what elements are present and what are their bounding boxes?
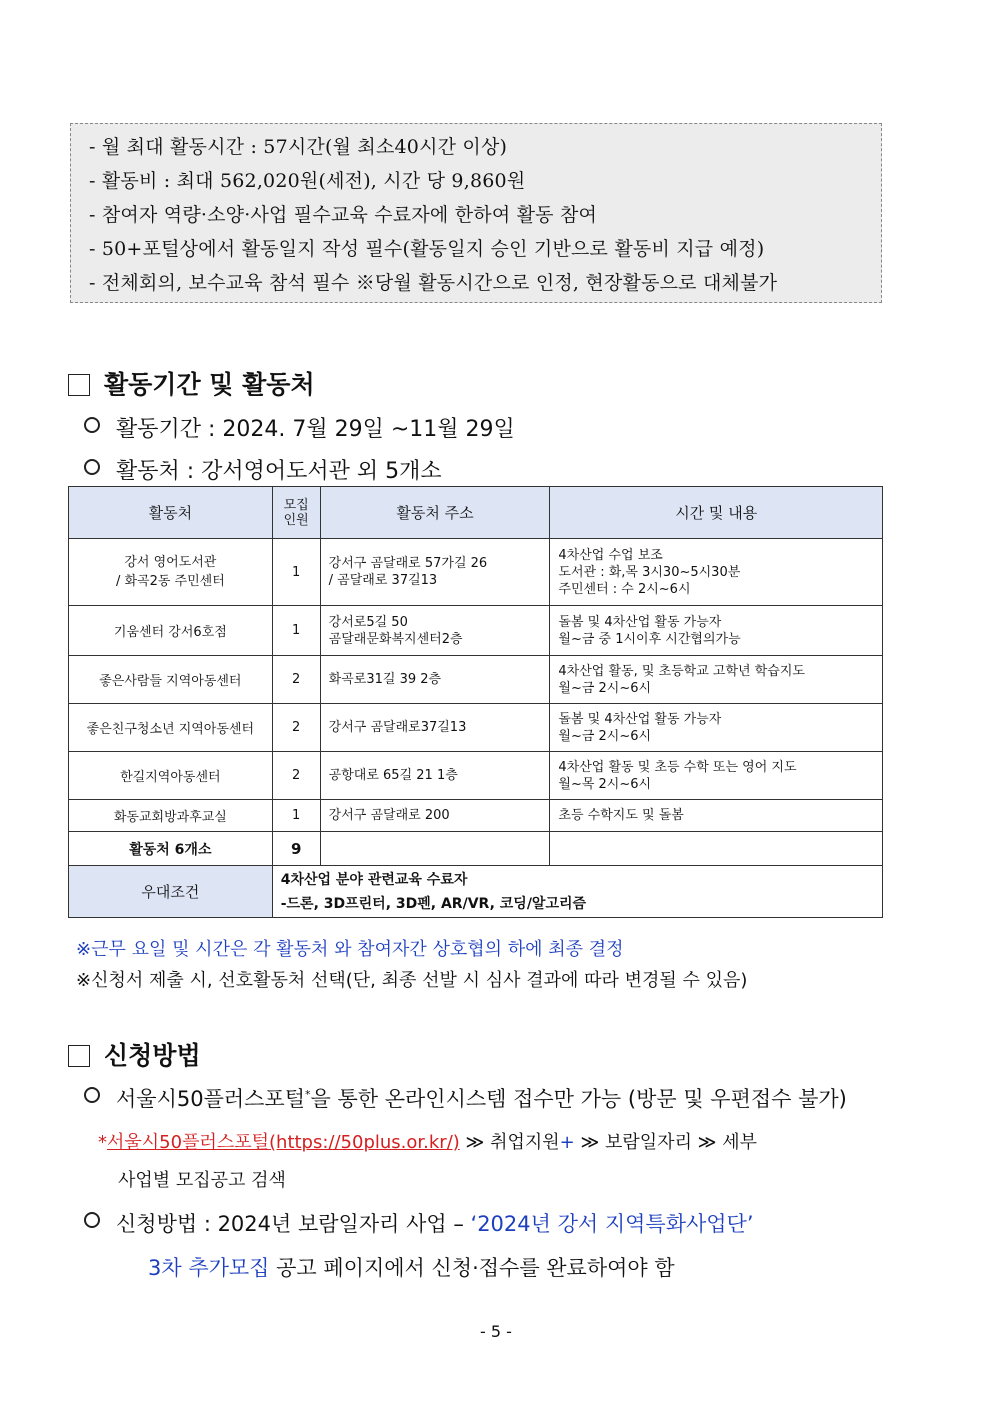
bullet2-quote: ‘2024년 강서 지역특화사업단’ [470, 1212, 754, 1236]
header-place: 활동처 [69, 487, 273, 539]
pref-content [272, 866, 882, 918]
cell-count: 1 [272, 606, 320, 656]
cell-content: 돌봄 및 4차산업 활동 가능자 월~금 2시~6시 [550, 704, 883, 752]
info-box [70, 123, 882, 303]
checkbox-square-icon [68, 374, 90, 396]
cell-place: 기움센터 강서6호점 [69, 606, 273, 656]
cell-content: 4차산업 활동, 및 초등학교 고학년 학습지도 월~금 2시~6시 [550, 656, 883, 704]
section-title: 신청방법 [104, 1041, 201, 1070]
total-label: 활동처 6개소 [69, 832, 273, 866]
table-pref-row [69, 866, 883, 918]
checkbox-square-icon [68, 1045, 90, 1067]
table-header-row [69, 487, 883, 539]
table-row [69, 752, 883, 800]
circle-bullet-icon [84, 1212, 100, 1228]
page-number: - 5 - [480, 1322, 512, 1341]
circle-bullet-icon [84, 417, 100, 433]
footnote-star: * [305, 1088, 311, 1101]
info-line: - 참여자 역량·소양·사업 필수교육 수료자에 한하여 활동 참여 [89, 204, 598, 226]
cell-address: 강서구 곰달래로 200 [320, 800, 550, 832]
empty-cell [550, 832, 883, 866]
info-line: - 전체회의, 보수교육 참석 필수 ※당월 활동시간으로 인정, 현장활동으로 대체불가 [89, 272, 778, 294]
cell-content: 4차산업 수업 보조 도서관 : 화,목 3시30~5시30분 주민센터 : 수 2시~6시 [550, 539, 883, 606]
note-1: ※근무 요일 및 시간은 각 활동처 와 참여자간 상호협의 하에 최종 결정 [76, 939, 624, 960]
cell-address: 강서구 곰달래로 57가길 26 / 곰달래로 37길13 [320, 539, 550, 606]
places-text: 활동처 : 강서영어도서관 외 5개소 [116, 459, 442, 484]
table-row [69, 606, 883, 656]
bullet2-blue: 3차 추가모집 [148, 1256, 270, 1280]
path-text: ≫ 취업지원 [459, 1132, 560, 1153]
pref-label: 우대조건 [69, 866, 273, 918]
table-total-row [69, 832, 883, 866]
portal-path-line [98, 1128, 757, 1154]
pref-line: -드론, 3D프린터, 3D펜, AR/VR, 코딩/알고리즘 [280, 895, 587, 912]
apply-bullet-1 [84, 1083, 847, 1113]
bullet1-text-b: 을 통한 온라인시스템 접수만 가능 (방문 및 우편접수 불가) [310, 1087, 847, 1111]
section-heading-apply [68, 1036, 201, 1072]
note-2: ※신청서 제출 시, 선호활동처 선택(단, 최종 선발 시 심사 결과에 따라 변경될 수 있음) [76, 970, 748, 991]
cell-count: 2 [272, 752, 320, 800]
cell-place: 강서 영어도서관 / 화곡2동 주민센터 [69, 539, 273, 606]
info-line: - 50+포털상에서 활동일지 작성 필수(활동일지 승인 기반으로 활동비 지급 예정) [89, 238, 765, 260]
activity-table [68, 486, 883, 918]
apply-bullet-2 [84, 1208, 754, 1238]
cell-address: 공항대로 65길 21 1층 [320, 752, 550, 800]
footnote-star: * [98, 1132, 107, 1153]
cell-content: 돌봄 및 4차산업 활동 가능자 월~금 중 1시이후 시간협의가능 [550, 606, 883, 656]
table-row [69, 800, 883, 832]
apply-bullet-2-line2 [148, 1252, 675, 1282]
cell-address: 강서로5길 50 곰달래문화복지센터2층 [320, 606, 550, 656]
cell-count: 1 [272, 539, 320, 606]
header-count: 모집 인원 [272, 487, 320, 539]
places-bullet [84, 454, 442, 485]
cell-count: 1 [272, 800, 320, 832]
portal-path-line-2: 사업별 모집공고 검색 [118, 1170, 286, 1191]
table-row [69, 704, 883, 752]
table-row [69, 539, 883, 606]
pref-line: 4차산업 분야 관련교육 수료자 [280, 871, 468, 888]
section-heading-period [68, 365, 315, 401]
circle-bullet-icon [84, 459, 100, 475]
bullet2-rest: 공고 페이지에서 신청·접수를 완료하여야 함 [269, 1256, 675, 1280]
info-line: - 월 최대 활동시간 : 57시간(월 최소40시간 이상) [89, 136, 508, 158]
cell-count: 2 [272, 704, 320, 752]
period-bullet [84, 412, 515, 443]
header-content: 시간 및 내용 [550, 487, 883, 539]
portal-link[interactable]: 서울시50플러스포털(https://50plus.or.kr/) [107, 1132, 460, 1153]
cell-content: 초등 수학지도 및 돌봄 [550, 800, 883, 832]
bullet1-text-a: 서울시50플러스포털 [116, 1087, 306, 1111]
path-plus: + [559, 1132, 575, 1153]
section-title: 활동기간 및 활동처 [104, 370, 315, 399]
cell-count: 2 [272, 656, 320, 704]
total-count: 9 [272, 832, 320, 866]
header-address: 활동처 주소 [320, 487, 550, 539]
info-line: - 활동비 : 최대 562,020원(세전), 시간 당 9,860원 [89, 170, 526, 192]
bullet2-text: 신청방법 : 2024년 보람일자리 사업 – [116, 1212, 464, 1236]
cell-place: 좋은친구청소년 지역아동센터 [69, 704, 273, 752]
cell-content: 4차산업 활동 및 초등 수학 또는 영어 지도 월~목 2시~6시 [550, 752, 883, 800]
cell-place: 한길지역아동센터 [69, 752, 273, 800]
cell-address: 강서구 곰달래로37길13 [320, 704, 550, 752]
cell-place: 화동교회방과후교실 [69, 800, 273, 832]
table-row [69, 656, 883, 704]
path-text: ≫ 보람일자리 ≫ 세부 [574, 1132, 758, 1153]
circle-bullet-icon [84, 1087, 100, 1103]
cell-place: 좋은사람들 지역아동센터 [69, 656, 273, 704]
empty-cell [320, 832, 550, 866]
period-text: 활동기간 : 2024. 7월 29일 ~11월 29일 [116, 417, 515, 442]
cell-address: 화곡로31길 39 2층 [320, 656, 550, 704]
